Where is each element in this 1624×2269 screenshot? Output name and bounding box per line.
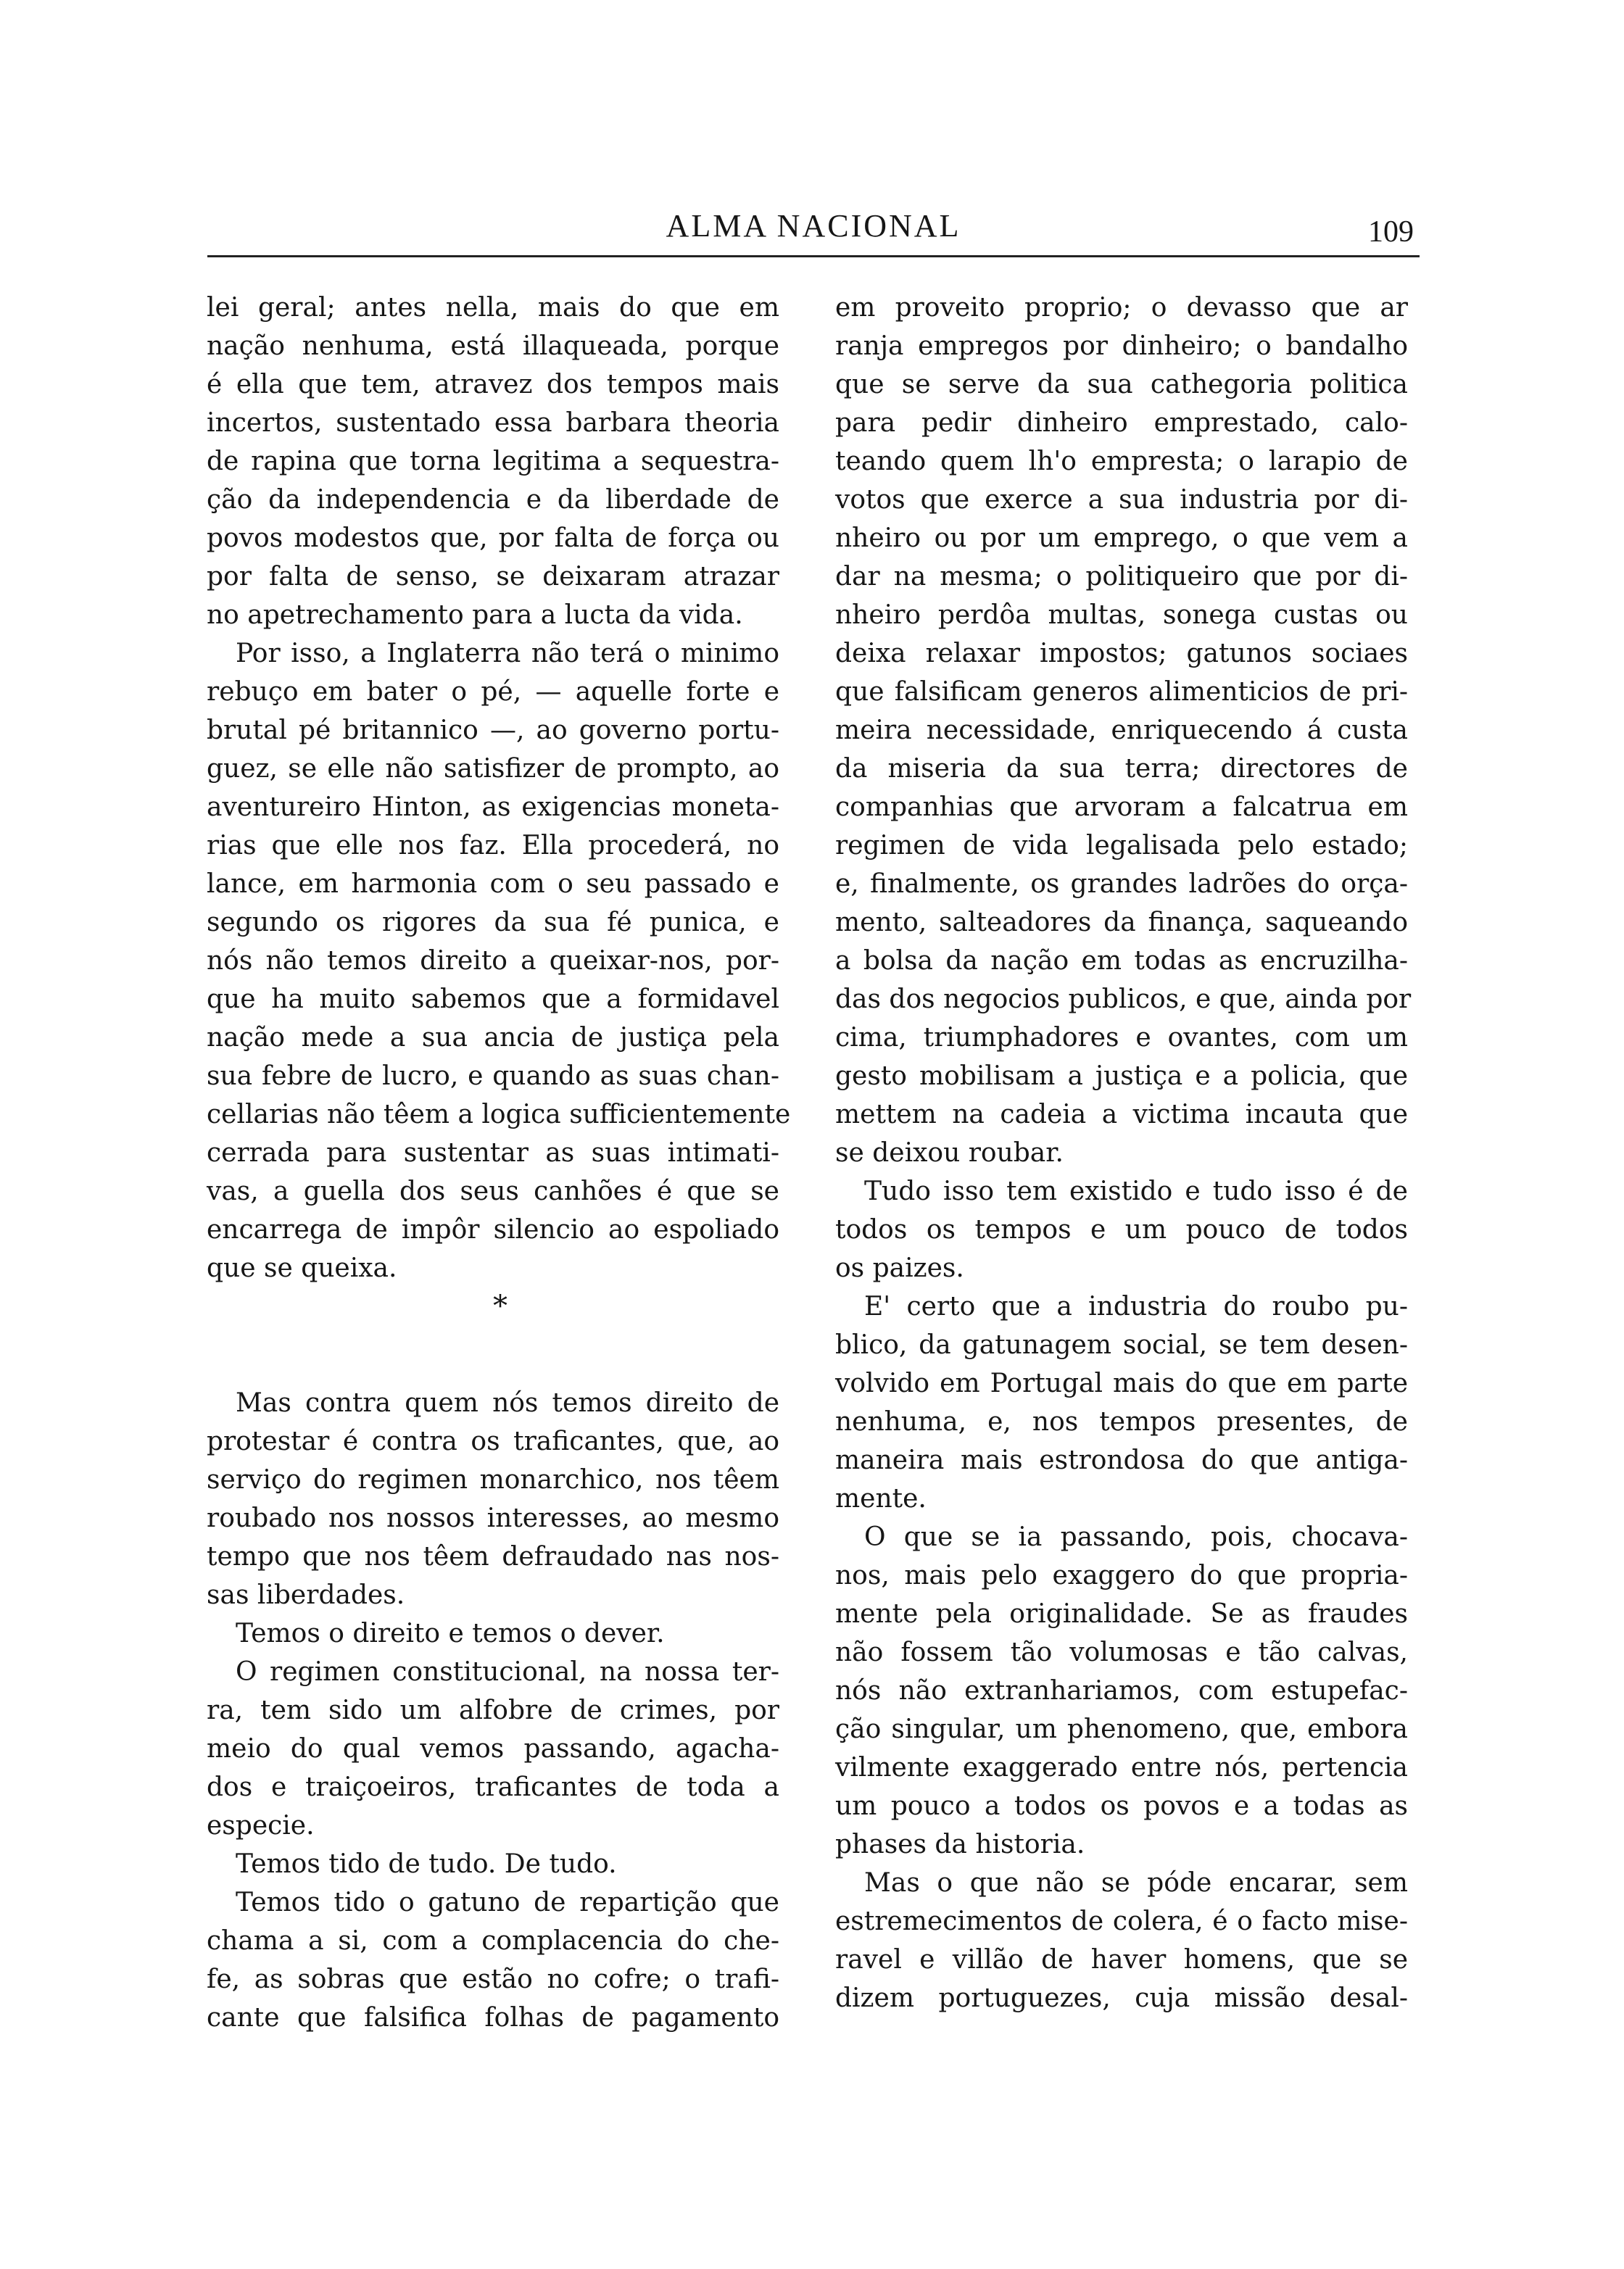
text-line: povos modestos que, por falta de força ou [207, 523, 779, 553]
text-line: lance, em harmonia com o seu passado e [207, 869, 779, 899]
text-line: Temos tido o gatuno de repartição que [236, 1888, 779, 1917]
text-line: não fossem tão volumosas e tão calvas, [835, 1638, 1408, 1667]
text-line: cerrada para sustentar as suas intimati- [207, 1138, 779, 1168]
paragraph [835, 1172, 1408, 1287]
text-line: da miseria da sua terra; directores de [835, 754, 1408, 784]
text-line: rias que elle nos faz. Ella procederá, no [207, 831, 779, 860]
paragraph [835, 289, 1412, 1172]
running-title: ALMA NACIONAL [666, 208, 961, 244]
text-line: aventureiro Hinton, as exigencias moneta- [207, 792, 779, 822]
text-line: O que se ia passando, pois, chocava- [864, 1522, 1408, 1552]
text-line: meio do qual vemos passando, agacha- [207, 1734, 779, 1764]
text-line: dizem portuguezes, cuja missão desal- [835, 1983, 1408, 2013]
text-line: E' certo que a industria do roubo pu- [864, 1292, 1408, 1322]
text-line: Mas o que não se póde encarar, sem [864, 1868, 1408, 1898]
text-line: que se serve da sua cathegoria politica [835, 370, 1408, 399]
paragraph [207, 289, 779, 634]
text-line: O regimen constitucional, na nossa ter- [236, 1657, 779, 1687]
text-line: ravel e villão de haver homens, que se [835, 1945, 1408, 1975]
paragraph [207, 1845, 779, 1883]
page-number: 109 [1368, 215, 1414, 249]
text-line: nheiro perdôa multas, sonega custas ou [835, 600, 1408, 630]
text-line: fe, as sobras que estão no cofre; o trafi- [207, 1965, 779, 1994]
text-line: deixa relaxar impostos; gatunos sociaes [835, 639, 1408, 668]
text-line: um pouco a todos os povos e a todas as [835, 1791, 1408, 1821]
text-line: nos, mais pelo exaggero do que propria- [835, 1561, 1408, 1590]
text-line: phases da historia. [835, 1830, 1085, 1859]
text-line: votos que exerce a sua industria por di- [835, 485, 1408, 515]
text-line: no apetrechamento para a lucta da vida. [207, 600, 743, 630]
text-line: teando quem lh'o empresta; o larapio de [835, 447, 1408, 476]
text-line: mettem na cadeia a victima incauta que [835, 1100, 1408, 1129]
text-line: cante que falsifica folhas de pagamento [207, 2003, 779, 2033]
paragraph [835, 1287, 1408, 1518]
text-line: mente pela originalidade. Se as fraudes [835, 1599, 1408, 1629]
text-line: ção singular, um phenomeno, que, embora [835, 1714, 1408, 1744]
text-line: que falsificam generos alimenticios de pri- [835, 677, 1408, 707]
text-line: especie. [207, 1811, 315, 1841]
text-line: Tudo isso tem existido e tudo isso é de [864, 1177, 1408, 1206]
text-line: em proveito proprio; o devasso que ar [835, 293, 1408, 323]
text-line: nenhuma, e, nos tempos presentes, de [835, 1407, 1408, 1437]
text-line: serviço do regimen monarchico, nos têem [207, 1465, 779, 1495]
text-line: meira necessidade, enriquecendo á custa [835, 715, 1408, 745]
paragraph [835, 1864, 1408, 2017]
text-line: tempo que nos têem defraudado nas nos- [207, 1542, 779, 1572]
text-line: Por isso, a Inglaterra não terá o minimo [236, 639, 779, 668]
text-line: roubado nos nossos interesses, ao mesmo [207, 1503, 779, 1533]
text-line: cellarias não têem a logica sufficientemente [207, 1100, 791, 1129]
text-line: incertos, sustentado essa barbara theoria [207, 408, 779, 438]
text-line: lei geral; antes nella, mais do que em [207, 293, 779, 323]
section-separator: * [493, 1290, 508, 1323]
text-line: nação mede a sua ancia de justiça pela [207, 1023, 779, 1053]
text-line: por falta de senso, se deixaram atrazar [207, 562, 779, 592]
header-rule [207, 255, 1420, 257]
text-line: encarrega de impôr silencio ao espoliado [207, 1215, 779, 1245]
text-line: brutal pé britannico —, ao governo portu- [207, 715, 779, 745]
paragraph [207, 634, 791, 1287]
running-head [207, 203, 1420, 255]
text-line: dar na mesma; o politiqueiro que por di- [835, 562, 1408, 592]
text-line: mente. [835, 1484, 927, 1514]
text-line: segundo os rigores da sua fé punica, e [207, 908, 779, 937]
text-line: que se queixa. [207, 1253, 397, 1283]
paragraph [207, 1384, 779, 1614]
text-line: ranja empregos por dinheiro; o bandalho [835, 331, 1408, 361]
text-line: vas, a guella dos seus canhões é que se [207, 1177, 779, 1206]
text-line: gesto mobilisam a justiça e a policia, que [835, 1061, 1408, 1091]
paragraph [207, 1883, 779, 2037]
text-line: Temos tido de tudo. De tudo. [236, 1849, 617, 1879]
text-line: sua febre de lucro, e quando as suas chan- [207, 1061, 779, 1091]
text-line: ção da independencia e da liberdade de [207, 485, 779, 515]
text-line: e, finalmente, os grandes ladrões do orça- [835, 869, 1408, 899]
text-line: nação nenhuma, está illaqueada, porque [207, 331, 779, 361]
text-line: todos os tempos e um pouco de todos [835, 1215, 1408, 1245]
text-line: nós não temos direito a queixar-nos, por- [207, 946, 779, 976]
spacer [207, 1326, 779, 1384]
text-line: nheiro ou por um emprego, o que vem a [835, 523, 1408, 553]
text-line: sas liberdades. [207, 1580, 405, 1610]
text-line: Mas contra quem nós temos direito de [236, 1388, 779, 1418]
text-line: cima, triumphadores e ovantes, com um [835, 1023, 1408, 1053]
paragraph [207, 1653, 779, 1845]
text-line: se deixou roubar. [835, 1138, 1064, 1168]
text-line: volvido em Portugal mais do que em parte [835, 1369, 1408, 1398]
text-line: chama a si, com a complacencia do che- [207, 1926, 779, 1956]
text-line: vilmente exaggerado entre nós, pertencia [835, 1753, 1408, 1783]
text-line: guez, se elle não satisfizer de prompto, ao [207, 754, 779, 784]
paragraph [207, 1614, 779, 1653]
text-line: blico, da gatunagem social, se tem desen- [835, 1330, 1408, 1360]
text-line: mento, salteadores da finança, saqueando [835, 908, 1408, 937]
text-line: regimen de vida legalisada pelo estado; [835, 831, 1408, 860]
text-line: rebuço em bater o pé, — aquelle forte e [207, 677, 779, 707]
text-line: maneira mais estrondosa do que antiga- [835, 1445, 1408, 1475]
text-line: é ella que tem, atravez dos tempos mais [207, 370, 779, 399]
text-line: dos e traiçoeiros, traficantes de toda a [207, 1772, 779, 1802]
text-line: para pedir dinheiro emprestado, calo- [835, 408, 1408, 438]
left-column [207, 289, 791, 2037]
right-column [835, 289, 1412, 2017]
text-line: estremecimentos de colera, é o facto mise- [835, 1907, 1408, 1936]
text-line: a bolsa da nação em todas as encruzilha- [835, 946, 1408, 976]
paragraph [835, 1518, 1408, 1864]
text-line: os paizes. [835, 1253, 964, 1283]
text-line: de rapina que torna legitima a sequestra- [207, 447, 779, 476]
text-line: ra, tem sido um alfobre de crimes, por [207, 1696, 779, 1725]
text-line: protestar é contra os traficantes, que, ao [207, 1427, 779, 1456]
text-line: que ha muito sabemos que a formidavel [207, 984, 779, 1014]
text-line: das dos negocios publicos, e que, ainda por [835, 984, 1412, 1014]
text-line: companhias que arvoram a falcatrua em [835, 792, 1408, 822]
text-line: nós não extranhariamos, com estupefac- [835, 1676, 1408, 1706]
text-line: Temos o direito e temos o dever. [236, 1619, 665, 1648]
